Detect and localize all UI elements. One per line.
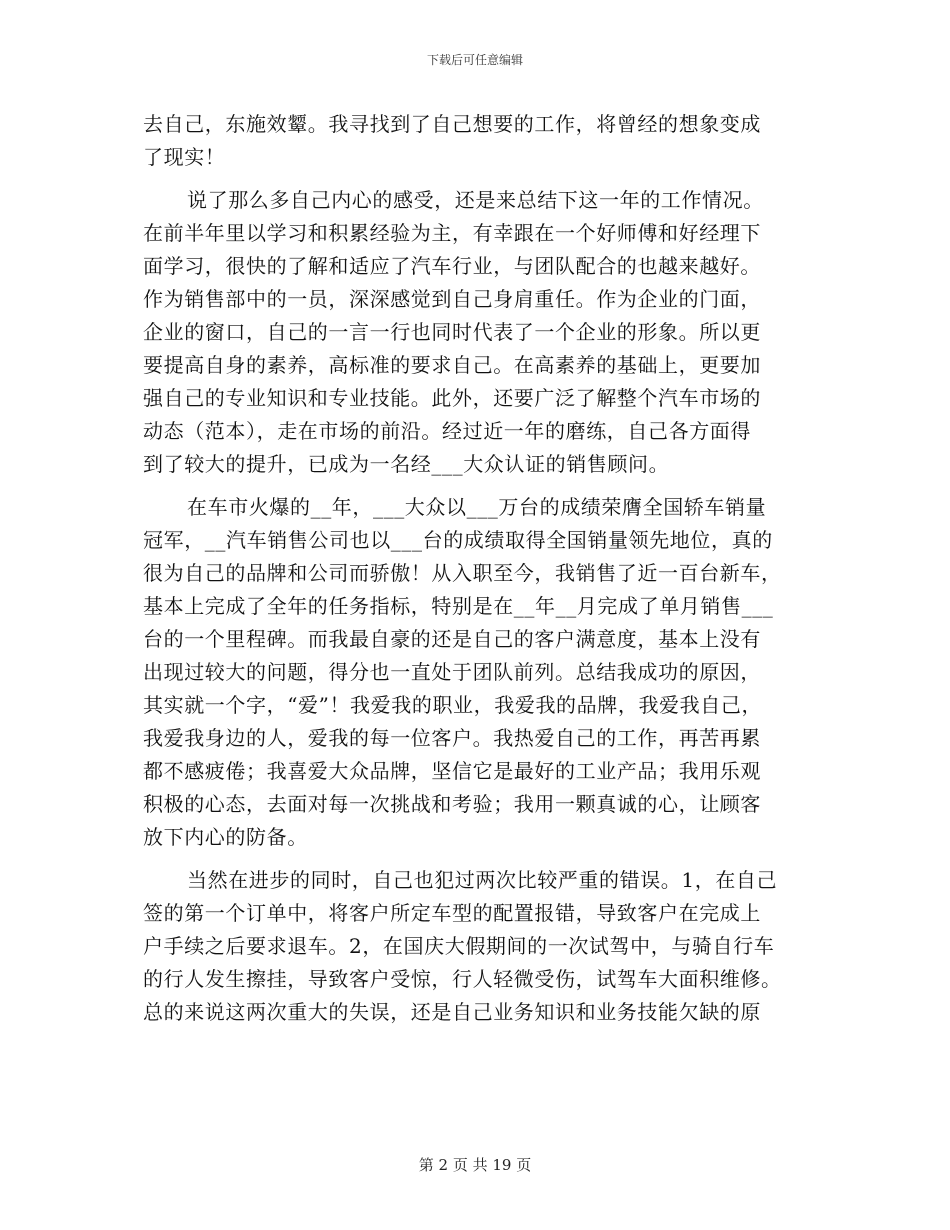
text-line: 我爱我身边的人，爱我的每一位客户。我热爱自己的工作，再苦再累 bbox=[143, 726, 761, 750]
text-line: 要提高自身的素养，高标准的要求自己。在高素养的基础上，更要加 bbox=[143, 353, 761, 377]
paragraph bbox=[143, 491, 807, 854]
text-line: 面学习，很快的了解和适应了汽车行业，与团队配合的也越来越好。 bbox=[143, 254, 761, 278]
text-line: 冠军，__汽车销售公司也以___台的成绩取得全国销量领先地位，真的 bbox=[143, 528, 773, 552]
document-body bbox=[143, 108, 807, 1029]
text-line: 基本上完成了全年的任务指标，特别是在__年__月完成了单月销售___ bbox=[143, 594, 774, 618]
text-line: 作为销售部中的一员，深深感觉到自己身肩重任。作为企业的门面， bbox=[143, 287, 761, 311]
text-line: 其实就一个字，“爱”！我爱我的职业，我爱我的品牌，我爱我自己， bbox=[143, 693, 763, 717]
text-line: 很为自己的品牌和公司而骄傲！从入职至今，我销售了近一百台新车， bbox=[143, 561, 782, 585]
text-line: 了现实！ bbox=[143, 145, 226, 169]
page-number: 第 2 页 共 19 页 bbox=[418, 1156, 532, 1174]
text-line: 都不感疲倦；我喜爱大众品牌，坚信它是最好的工业产品；我用乐观 bbox=[143, 759, 761, 783]
text-line: 在前半年里以学习和积累经验为主，有幸跟在一个好师傅和好经理下 bbox=[143, 221, 761, 245]
text-line: 企业的窗口，自己的一言一行也同时代表了一个企业的形象。所以更 bbox=[143, 320, 761, 344]
text-line: 当然在进步的同时，自己也犯过两次比较严重的错误。1，在自己 bbox=[187, 868, 778, 892]
text-line: 说了那么多自己内心的感受，还是来总结下这一年的工作情况。 bbox=[187, 188, 764, 212]
paragraph bbox=[143, 108, 807, 174]
paragraph bbox=[143, 864, 807, 1029]
text-line: 在车市火爆的__年，___大众以___万台的成绩荣膺全国轿车销量 bbox=[187, 495, 767, 519]
text-line: 放下内心的防备。 bbox=[143, 825, 308, 849]
text-line: 动态（范本），走在市场的前沿。经过近一年的磨练，自己各方面得 bbox=[143, 419, 751, 443]
text-line: 台的一个里程碑。而我最自豪的还是自己的客户满意度，基本上没有 bbox=[143, 627, 761, 651]
text-line: 强自己的专业知识和专业技能。此外，还要广泛了解整个汽车市场的 bbox=[143, 386, 761, 410]
text-line: 去自己，东施效颦。我寻找到了自己想要的工作，将曾经的想象变成 bbox=[143, 112, 761, 136]
text-line: 出现过较大的问题，得分也一直处于团队前列。总结我成功的原因， bbox=[143, 660, 761, 684]
text-line: 到了较大的提升，已成为一名经___大众认证的销售顾问。 bbox=[143, 452, 670, 476]
text-line: 总的来说这两次重大的失误，还是自己业务知识和业务技能欠缺的原 bbox=[143, 1000, 761, 1024]
text-line: 的行人发生擦挂，导致客户受惊，行人轻微受伤，试驾车大面积维修。 bbox=[143, 967, 782, 991]
text-line: 积极的心态，去面对每一次挑战和考验；我用一颗真诚的心，让顾客 bbox=[143, 792, 761, 816]
page-header: 下载后可任意编辑 bbox=[426, 53, 523, 67]
text-line: 户手续之后要求退车。2，在国庆大假期间的一次试驾中，与骑自行车 bbox=[143, 934, 775, 958]
paragraph bbox=[143, 184, 807, 481]
text-line: 签的第一个订单中，将客户所定车型的配置报错，导致客户在完成上 bbox=[143, 901, 761, 925]
